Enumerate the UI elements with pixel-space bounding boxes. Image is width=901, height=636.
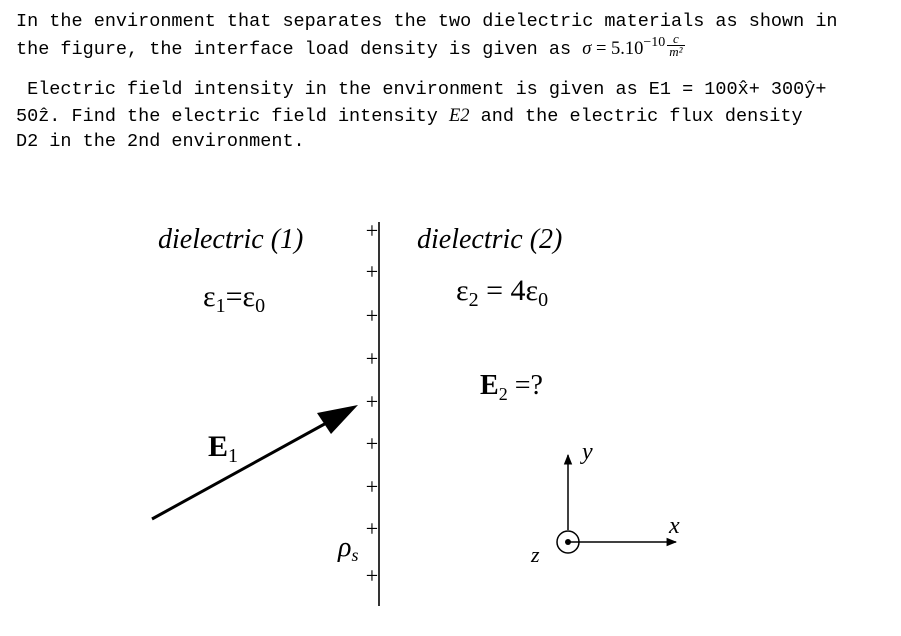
- e2-unknown-label: $E_2$ =?: [480, 370, 543, 404]
- sigma-value: = 5.10: [591, 39, 644, 59]
- problem-line-5: D2 in the 2nd environment.: [16, 131, 305, 152]
- surface-charge-signs: [366, 218, 378, 588]
- plus-sign: +: [365, 218, 379, 243]
- plus-sign: +: [365, 431, 379, 456]
- surface-charge-label: ρs: [338, 532, 359, 565]
- z-axis-dot: [565, 539, 571, 545]
- plus-sign: +: [365, 563, 379, 588]
- unit-denominator: m²: [669, 43, 683, 59]
- y-axis-label: y: [582, 439, 593, 465]
- e1-vector-line: [152, 421, 330, 519]
- coordinate-axes: [530, 439, 680, 567]
- sigma-exponent: −10: [643, 35, 666, 50]
- plus-sign: +: [365, 303, 379, 328]
- x-axis-label: x: [669, 513, 680, 539]
- e1-label: $E_1$: [208, 430, 239, 467]
- sigma-symbol: σ: [582, 39, 592, 59]
- plus-sign: +: [365, 389, 379, 414]
- z-axis-label: z: [531, 542, 540, 567]
- problem-line-1: In the environment that separates the two dielectric materials as shown in: [16, 11, 838, 32]
- dielectric-1-label: dielectric (1): [158, 224, 304, 255]
- unit-numerator: c: [667, 33, 684, 46]
- permittivity-2: $\varepsilon_2 = 4\varepsilon_0$: [456, 274, 549, 311]
- plus-sign: +: [365, 259, 379, 284]
- problem-line-4: 50ẑ. Find the electric field intensity E2 and the electric flux density: [16, 106, 803, 127]
- problem-line-3: Electric field intensity in the environment is given as E1 = 100x̂+ 300ŷ+: [16, 79, 827, 100]
- e1-arrowhead: [317, 405, 358, 434]
- permittivity-1: $\varepsilon_1=\varepsilon_0$: [203, 280, 266, 317]
- problem-line-2: the figure, the interface load density is given as $\sigma = 5.10^{-10}$ $\frac{c}{\text{m²}}$: [16, 30, 683, 60]
- plus-sign: +: [365, 474, 379, 499]
- dielectric-2-label: dielectric (2): [417, 224, 563, 255]
- plus-sign: +: [365, 516, 379, 541]
- e2-symbol: E2: [448, 106, 470, 126]
- plus-sign: +: [365, 346, 379, 371]
